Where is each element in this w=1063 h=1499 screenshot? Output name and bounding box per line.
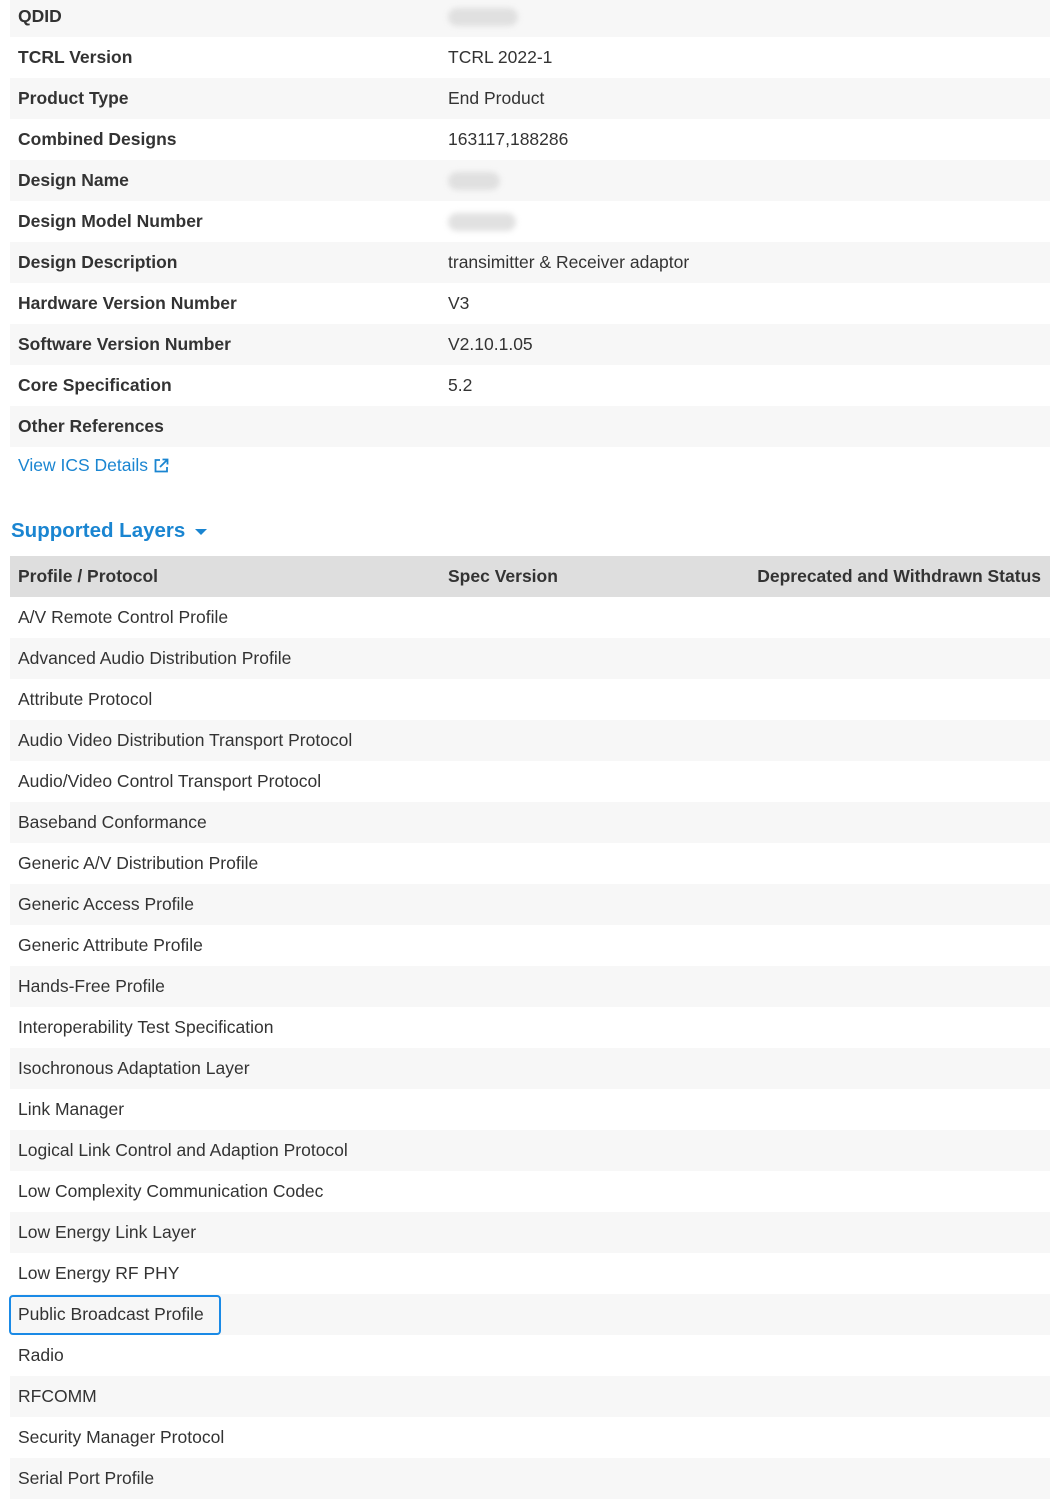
table-header <box>10 556 1050 597</box>
detail-label: Product Type <box>18 88 129 108</box>
detail-row-tcrl-version <box>10 37 1050 78</box>
redacted-value <box>448 213 516 231</box>
redacted-value <box>448 8 518 26</box>
layer-name: Hands-Free Profile <box>18 976 165 996</box>
detail-row-core-specification <box>10 365 1050 406</box>
layer-name: Link Manager <box>18 1099 125 1119</box>
table-row <box>10 1212 1050 1253</box>
detail-label: Hardware Version Number <box>18 293 237 313</box>
table-row <box>10 802 1050 843</box>
caret-down-icon <box>195 529 207 535</box>
detail-value <box>448 406 1050 447</box>
table-row <box>10 1417 1050 1458</box>
detail-label: Design Model Number <box>18 211 203 231</box>
supported-layers-toggle[interactable] <box>11 519 207 543</box>
layer-name: Generic A/V Distribution Profile <box>18 853 259 873</box>
layer-name: Generic Attribute Profile <box>18 935 203 955</box>
table-row <box>10 1376 1050 1417</box>
detail-value-redacted <box>448 201 1050 242</box>
table-row <box>10 761 1050 802</box>
table-row <box>10 1171 1050 1212</box>
detail-value: transimitter & Receiver adaptor <box>448 252 690 272</box>
layer-name: Public Broadcast Profile <box>18 1304 204 1324</box>
table-row <box>10 597 1050 638</box>
table-body <box>10 597 1050 1499</box>
detail-row-hardware-version <box>10 283 1050 324</box>
layer-name: Radio <box>18 1345 64 1365</box>
layer-name: Logical Link Control and Adaption Protocol <box>18 1140 348 1160</box>
detail-label: QDID <box>18 6 62 26</box>
table-row <box>10 884 1050 925</box>
detail-label: Software Version Number <box>18 334 231 354</box>
table-row <box>10 1458 1050 1499</box>
table-row <box>10 843 1050 884</box>
detail-row-other-references <box>10 406 1050 447</box>
layer-name: Advanced Audio Distribution Profile <box>18 648 292 668</box>
detail-value: End Product <box>448 88 545 108</box>
detail-row-product-type <box>10 78 1050 119</box>
detail-row-combined-designs <box>10 119 1050 160</box>
supported-layers-table <box>10 556 1050 1499</box>
layer-name: Audio Video Distribution Transport Protocol <box>18 730 353 750</box>
table-row <box>10 1089 1050 1130</box>
external-link-icon <box>152 457 170 475</box>
table-row <box>10 1253 1050 1294</box>
view-ics-details-label: View ICS Details <box>18 455 149 475</box>
supported-layers-title: Supported Layers <box>11 519 186 542</box>
layer-name: Low Energy RF PHY <box>18 1263 180 1283</box>
redacted-value <box>448 172 500 190</box>
detail-label: Design Description <box>18 252 178 272</box>
detail-row-qdid <box>10 0 1050 37</box>
table-row <box>10 1007 1050 1048</box>
layer-name: Baseband Conformance <box>18 812 207 832</box>
table-row <box>10 1294 1050 1335</box>
layer-name: Security Manager Protocol <box>18 1427 225 1447</box>
detail-value: V3 <box>448 293 470 313</box>
table-row <box>10 925 1050 966</box>
column-header-status: Deprecated and Withdrawn Status <box>757 566 1041 586</box>
detail-label: Design Name <box>18 170 129 190</box>
detail-label: TCRL Version <box>18 47 133 67</box>
table-row <box>10 966 1050 1007</box>
layer-name: Low Energy Link Layer <box>18 1222 197 1242</box>
table-row <box>10 1335 1050 1376</box>
layer-name: Low Complexity Communication Codec <box>18 1181 324 1201</box>
layer-name: Attribute Protocol <box>18 689 153 709</box>
detail-value: 5.2 <box>448 375 473 395</box>
layer-name: A/V Remote Control Profile <box>18 607 229 627</box>
layer-name: Generic Access Profile <box>18 894 195 914</box>
detail-value: V2.10.1.05 <box>448 334 533 354</box>
detail-row-design-name <box>10 160 1050 201</box>
detail-row-design-description <box>10 242 1050 283</box>
detail-label: Other References <box>18 416 164 436</box>
layer-name: Interoperability Test Specification <box>18 1017 274 1037</box>
detail-value-redacted <box>448 0 1050 37</box>
table-row <box>10 720 1050 761</box>
column-header-spec-version: Spec Version <box>448 566 558 586</box>
detail-row-design-model-number <box>10 201 1050 242</box>
column-header-profile: Profile / Protocol <box>18 566 159 586</box>
detail-label: Core Specification <box>18 375 172 395</box>
detail-value: TCRL 2022-1 <box>448 47 553 67</box>
design-details-table <box>10 0 1050 447</box>
table-row <box>10 679 1050 720</box>
layer-name: Serial Port Profile <box>18 1468 155 1488</box>
layer-name: Isochronous Adaptation Layer <box>18 1058 250 1078</box>
table-row <box>10 1130 1050 1171</box>
detail-value: 163117,188286 <box>448 129 569 149</box>
detail-row-software-version <box>10 324 1050 365</box>
layer-name: RFCOMM <box>18 1386 97 1406</box>
table-row <box>10 1048 1050 1089</box>
detail-label: Combined Designs <box>18 129 177 149</box>
layer-name: Audio/Video Control Transport Protocol <box>18 771 322 791</box>
detail-value-redacted <box>448 160 1050 201</box>
table-row <box>10 638 1050 679</box>
view-ics-details-link[interactable] <box>18 455 170 476</box>
